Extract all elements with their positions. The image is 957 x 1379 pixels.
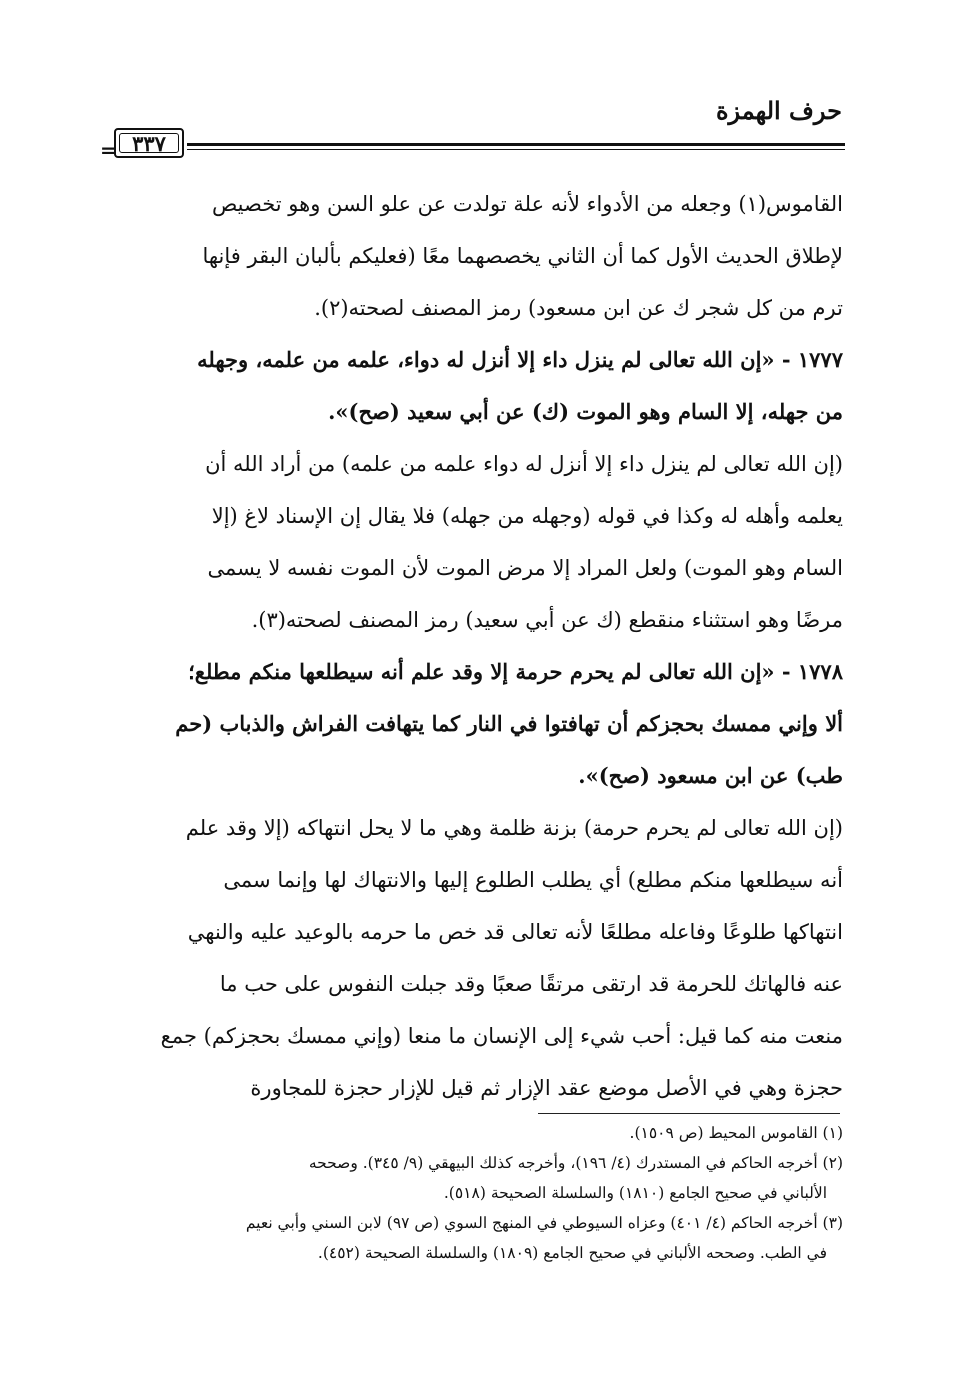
footnotes	[100, 1118, 843, 1268]
page-number-frame	[114, 128, 184, 158]
page-number: ٣٣٧	[132, 131, 166, 156]
header-ornament: =	[100, 138, 117, 162]
footnote-separator	[538, 1113, 840, 1114]
text-line: مرضًا وهو استثناء منقطع (ك عن أبي سعيد) رمز المصنف لصحته(٣).	[251, 608, 843, 632]
text-line: القاموس(١) وجعله من الأدواء لأنه علة تولدت عن علو السن وهو تخصيص	[211, 192, 843, 216]
text-line: انتهاكها طلوعًا وفاعله مطلعًا لأنه تعالى قد خص ما حرمه بالوعيد عليه والنهي	[187, 920, 843, 944]
hadith-line: ١٧٧٨ - «إن الله تعالى لم يحرم حرمة إلا وقد علم أنه سيطلعها منكم مطلع؛	[188, 659, 843, 684]
hadith-line: من جهله، إلا السام وهو الموت (ك) عن أبي سعيد (صح)».	[328, 399, 843, 424]
text-line: (إن الله تعالى لم يحرم حرمة) بزنة ظلمة وهي ما لا يحل انتهاكه (إلا وقد علم	[185, 816, 843, 840]
footnote-3: (٣) أخرجه الحاكم (٤/ ٤٠١) وعزاه السيوطي في المنهج السوي (ص ٩٧) لابن السني وأبي نعيم	[245, 1214, 843, 1232]
text-line: أنه سيطلعها منكم مطلع) أي يطلب الطلوع إليها والانتهاك لها وإنما سمى	[223, 868, 843, 892]
header-rule	[187, 143, 845, 146]
text-line: لإطلاق الحديث الأول كما أن الثاني يخصصهما معًا (فعليكم بألبان البقر فإنها	[202, 244, 843, 268]
footnote-1: (١) القاموس المحيط (ص ١٥٠٩).	[629, 1124, 843, 1142]
page-header-title: حرف الهمزة	[715, 96, 842, 125]
hadith-line: ١٧٧٧ - «إن الله تعالى لم ينزل داء إلا أنزل له دواء، علمه من علمه، وجهله	[197, 347, 843, 372]
hadith-line: طب) عن ابن مسعود (صح)».	[578, 763, 843, 788]
footnote-3-continued: في الطب. وصححه الألباني في صحيح الجامع (١٨٠٩) والسلسلة الصحيحة (٤٥٢).	[317, 1244, 827, 1262]
text-line: عنه فالهاتك للحرمة قد ارتقى مرتقًا صعبًا وقد جبلت النفوس على حب ما	[219, 972, 843, 996]
header-rule-thin	[187, 149, 845, 150]
footnote-2-continued: الألباني في صحيح الجامع (١٨١٠) والسلسلة الصحيحة (٥١٨).	[443, 1184, 827, 1202]
text-line: السام وهو الموت) ولعل المراد إلا مرض الموت لأن الموت نفسه لا يسمى	[207, 556, 843, 580]
main-text	[100, 178, 843, 1114]
text-line: يعلمه وأهله له وكذا في قوله (وجهله من جهله) فلا يقال إن الإسناد لاغ (إلا	[211, 504, 843, 528]
text-line: منعت منه كما قيل: أحب شيء إلى الإنسان ما منعا (وإني ممسك بحجزكم) جمع	[160, 1024, 843, 1048]
text-line: حجزة وهي في الأصل موضع عقد الإزار ثم قيل للإزار حجزة للمجاورة	[250, 1076, 843, 1100]
text-line: (إن الله تعالى لم ينزل داء إلا أنزل له دواء علمه من علمه) من أراد الله أن	[205, 452, 843, 476]
text-line: ترم من كل شجر ك عن ابن مسعود) رمز المصنف لصحته(٢).	[314, 296, 843, 320]
hadith-line: ألا وإني ممسك بحجزكم أن تهافتوا في النار كما يتهافت الفراش والذباب (حم	[175, 711, 843, 736]
footnote-2: (٢) أخرجه الحاكم في المستدرك (٤/ ١٩٦)، وأخرجه كذلك البيهقي (٩/ ٣٤٥). وصححه	[308, 1154, 843, 1172]
